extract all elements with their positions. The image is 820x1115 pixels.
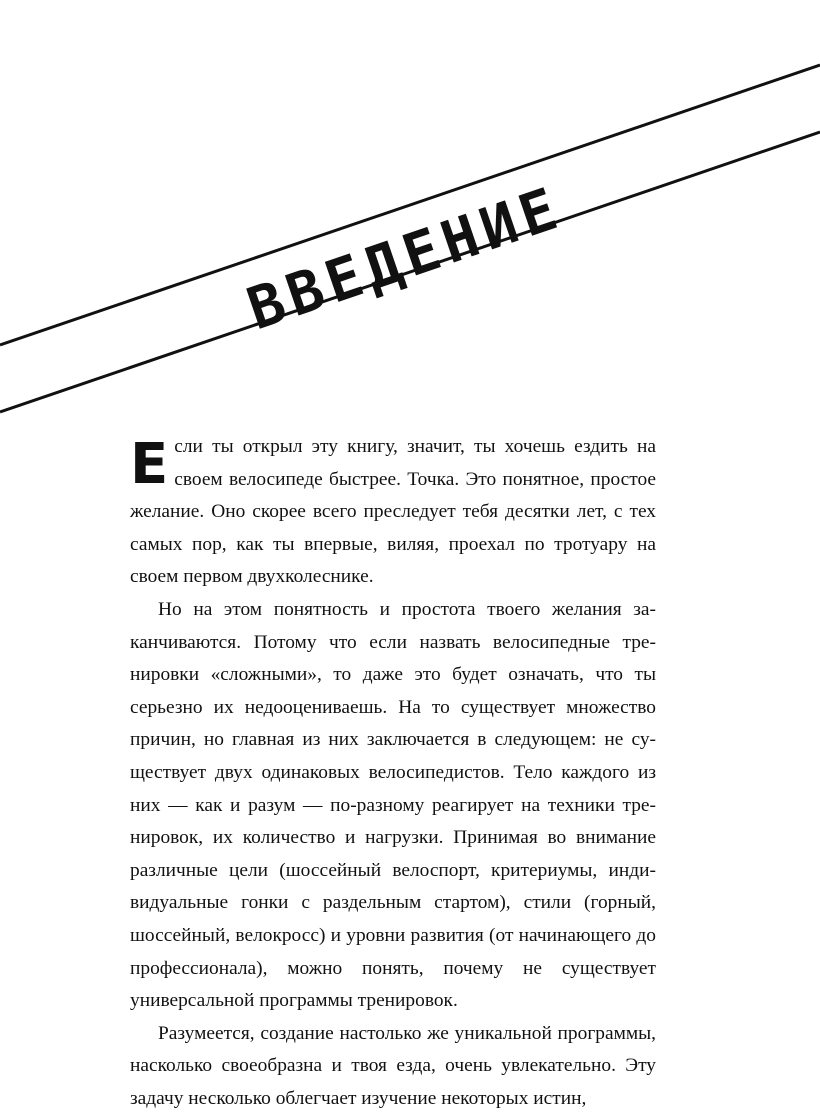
body-text — [130, 431, 656, 1115]
banner-top-line — [0, 65, 820, 345]
paragraph-1 — [130, 431, 656, 594]
banner-bottom-line — [0, 132, 820, 412]
drop-cap: Е — [130, 432, 169, 497]
paragraph-3: Разумеется, создание настолько же уникальной программы, насколько своеобразна и твоя езда, очень увлекательно. Эту задачу несколько облегчает изучение некоторых истин, — [130, 1022, 656, 1109]
paragraph-2: Но на этом понятность и простота твоего желания заканчиваются. Потому что если назвать велосипедные тренировки «сложными», то даже это будет означать, что ты серьезно их недооцениваешь. На то существует множество причин, но главная из них заключается в следующем: не существует двух одинаковых велосипедистов. Тело каждого из них — как и разум — по-разному реагирует на техники тренировок, их количество и нагрузки. Принимая во внимание различные цели (шоссейный велоспорт, критериумы, индивидуальные гонки с раздельным стартом), стили (горный, шоссейный, велокросс) и уровни развития (от начинающего до профессионала), можно понять, почему не существует универсальной программы тренировок. — [130, 598, 656, 1012]
paragraph-1-text: сли ты открыл эту книгу, значит, ты хочешь ездить на своем велосипеде быстрее. Точка. Это понятное, простое желание. Оно скорее всего преследует тебя десятки лет, с тех самых пор, как ты впервые, виляя, проехал по тротуару на своем первом двухколеснике. — [130, 436, 656, 588]
chapter-title: ВВЕДЕНИЕ — [239, 172, 571, 344]
